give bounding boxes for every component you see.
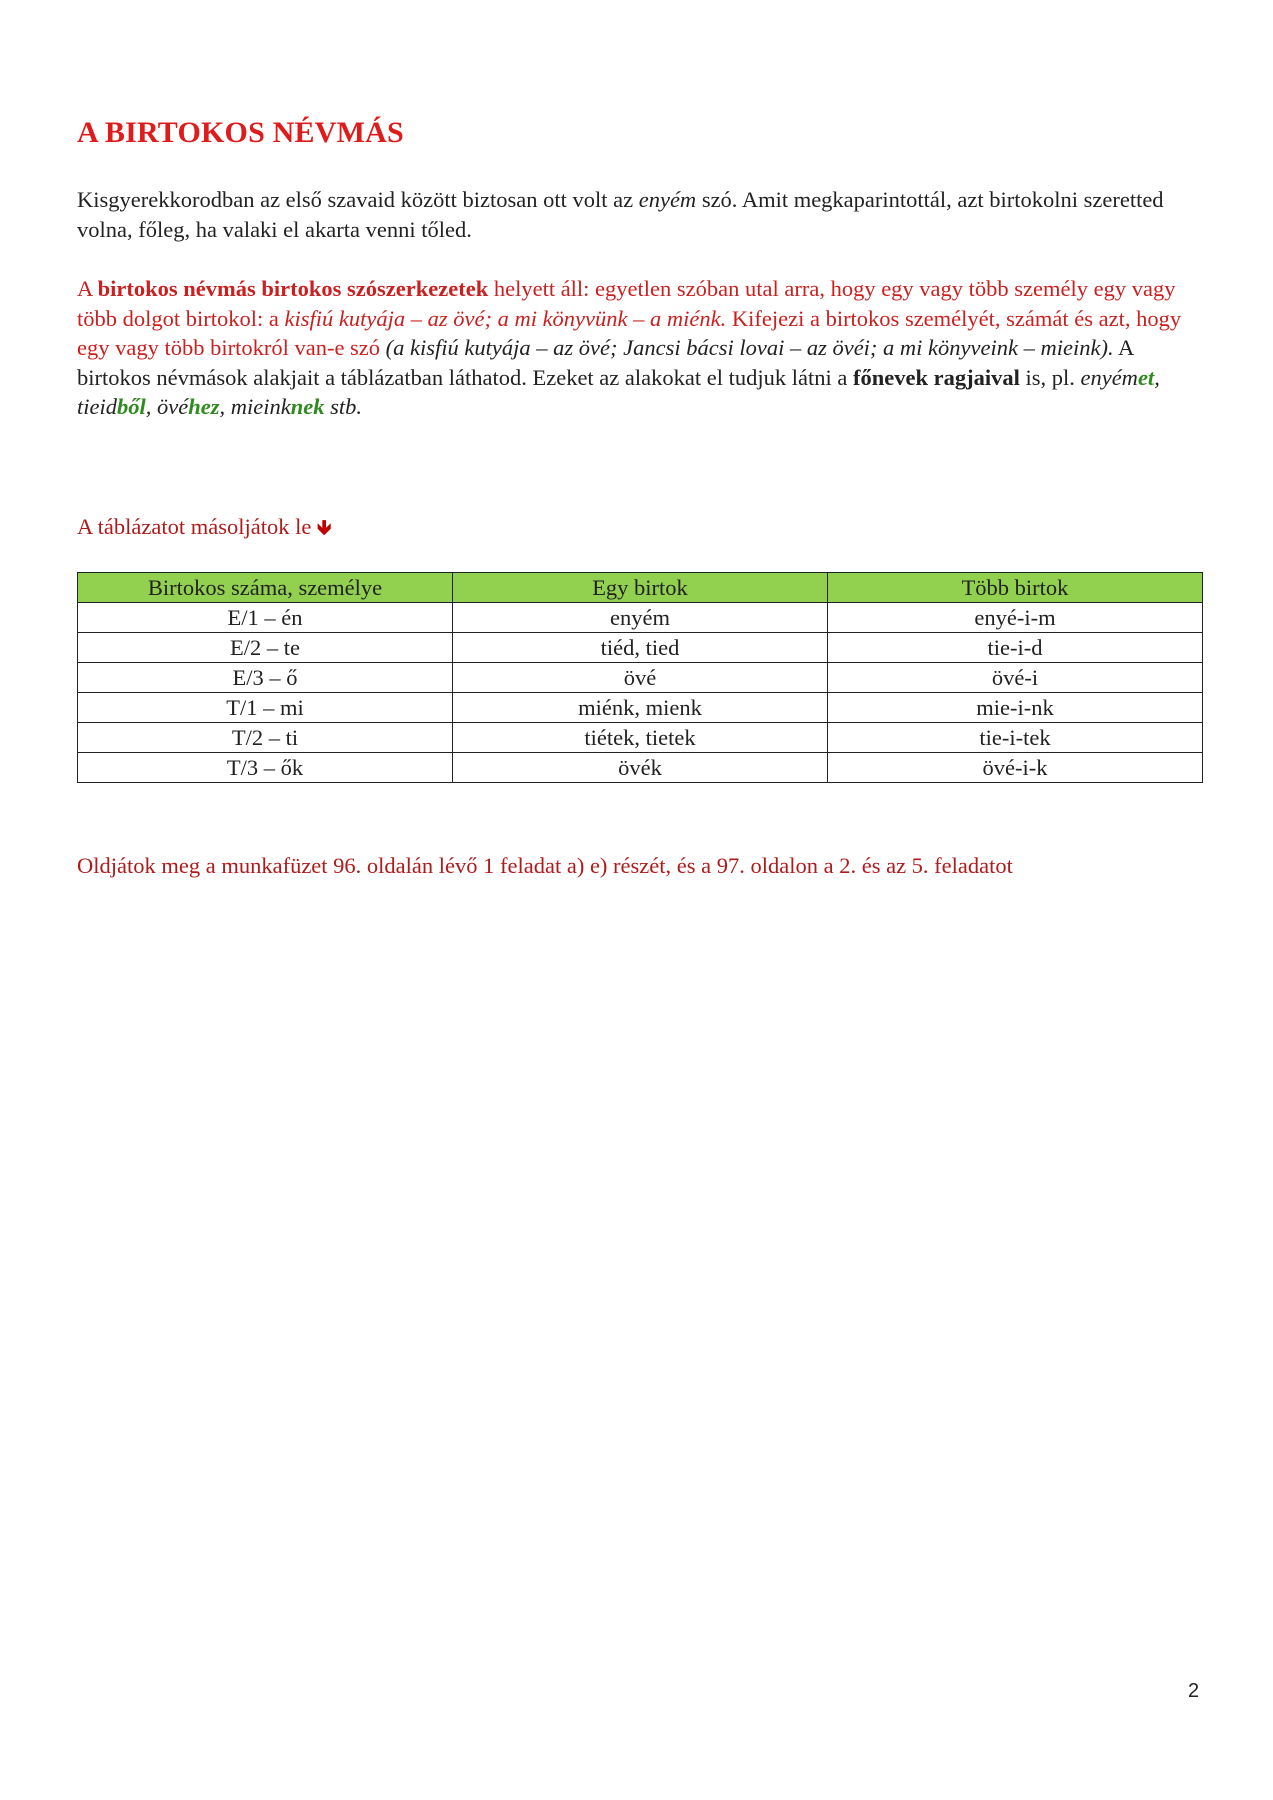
example-word-stem: mieink: [230, 394, 291, 419]
table-row: [78, 693, 1203, 723]
table-title: [77, 513, 331, 547]
definition-paragraph: [77, 274, 1202, 422]
table-cell: T/2 – ti: [78, 723, 453, 753]
table-cell: enyé-i-m: [828, 603, 1203, 633]
example-word-stem: enyém: [1080, 364, 1138, 390]
header-more-possessions: Több birtok: [828, 573, 1203, 603]
table-cell: T/3 – ők: [78, 753, 453, 783]
example-suffix: ből: [117, 394, 146, 419]
table-cell: miénk, mienk: [453, 693, 828, 723]
table-row: [78, 723, 1203, 753]
table-cell: mie-i-nk: [828, 693, 1203, 723]
arrow-down-icon: 🡻: [316, 515, 332, 539]
table-cell: tiétek, tietek: [453, 723, 828, 753]
def-text-3: Kifejezi a birtokos személyét, számát és azt, hogy egy vagy több birtokról van-e szó: [77, 305, 1182, 360]
table-cell: tiéd, tied: [453, 633, 828, 663]
intro-text-end: szó. Amit megkaparintottál, azt birtokolni szeretted volna, főleg, ha valaki el akarta venni tőled.: [77, 187, 1164, 242]
intro-paragraph: [77, 185, 1202, 244]
example-separator: ,: [145, 394, 158, 419]
def-example-1: kisfiú kutyája – az övé; a mi könyvünk – a miénk.: [284, 305, 727, 331]
pronoun-table: [77, 572, 1203, 783]
example-separator: ,: [1154, 364, 1160, 390]
table-cell: tie-i-tek: [828, 723, 1203, 753]
table-cell: E/1 – én: [78, 603, 453, 633]
page-number: 2: [1188, 1680, 1200, 1702]
table-row: [78, 603, 1203, 633]
task-instruction: Oldjátok meg a munkafüzet 96. oldalán lévő 1 feladat a) e) részét, és a 97. oldalon a 2. és az 5. feladatot: [77, 853, 1013, 878]
def-term: birtokos névmás birtokos szószerkezetek: [97, 276, 489, 301]
example-separator: ,: [219, 394, 231, 419]
def-term-2: főnevek ragjaival: [852, 364, 1020, 390]
example-word-stem: övé: [157, 394, 189, 419]
def-text-5: is, pl.: [1019, 364, 1081, 390]
table-cell: E/2 – te: [78, 633, 453, 663]
table-cell: övé: [453, 663, 828, 693]
table-cell: tie-i-d: [828, 633, 1203, 663]
example-suffix: et: [1137, 364, 1155, 390]
def-text-2: helyett áll: egyetlen szóban utal arra, hogy egy vagy több személy egy vagy több dolgot birtokol: a: [77, 276, 1176, 331]
example-word-stem: tieid: [77, 394, 117, 419]
def-text-4: A birtokos névmások alakjait a táblázatban láthatod. Ezeket az alakokat el tudjuk látni a: [77, 335, 1133, 390]
example-suffix: hez: [188, 394, 220, 419]
def-example-2: (a kisfiú kutyája – az övé; Jancsi bácsi lovai – az övéi; a mi könyveink – mieink).: [385, 335, 1114, 360]
intro-text: Kisgyerekkorodban az első szavaid között biztosan ott volt az: [77, 187, 639, 212]
header-one-possession: Egy birtok: [453, 573, 828, 603]
table-cell: övé-i-k: [828, 753, 1203, 783]
table-cell: övék: [453, 753, 828, 783]
table-title-text: A táblázatot másoljátok le: [77, 514, 317, 539]
table-row: [78, 633, 1203, 663]
table-header-row: [78, 573, 1203, 603]
table-row: [78, 753, 1203, 783]
table-row: [78, 663, 1203, 693]
example-end: stb.: [324, 394, 363, 419]
table-cell: E/3 – ő: [78, 663, 453, 693]
intro-emphasis: enyém: [638, 187, 697, 212]
page-title: A BIRTOKOS NÉVMÁS: [77, 116, 404, 149]
header-person: Birtokos száma, személye: [78, 573, 453, 603]
table-cell: övé-i: [828, 663, 1203, 693]
table-cell: enyém: [453, 603, 828, 633]
example-suffix: nek: [290, 394, 325, 419]
def-text-1: A: [77, 276, 98, 301]
table-cell: T/1 – mi: [78, 693, 453, 723]
